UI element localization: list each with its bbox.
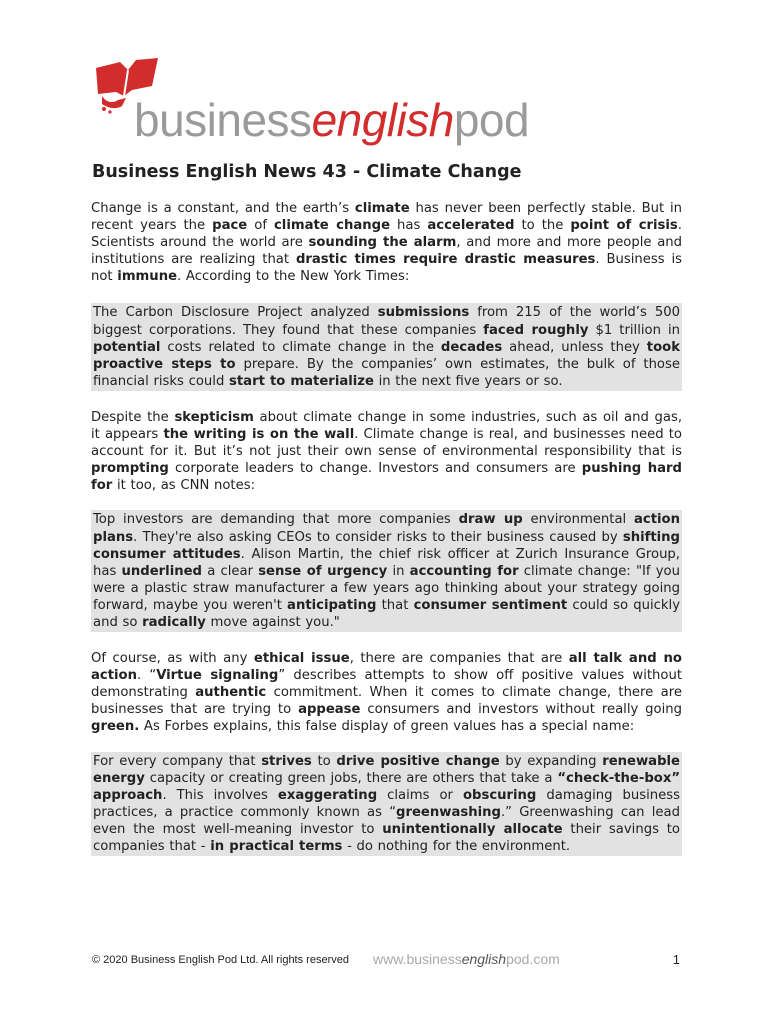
quote-new-york-times: The Carbon Disclosure Project analyzed submissions from 215 of the world’s 500 biggest corporations. They found that these companies faced roughly $1 trillion in potential costs related to climate change in the decades ahead, unless they took proactive steps to prepare. By the companies’ own estimates, the bulk of those financial risks could start to materialize in the next five years or so. [91, 303, 682, 390]
paragraph-skepticism: Despite the skepticism about climate change in some industries, such as oil and gas, it appears the writing is on the wall. Climate change is real, and businesses need to account for it. But it’s not just their own sense of environmental responsibility that is prompting corporate leaders to change. Investors and consumers are pushing hard for it too, as CNN notes: [91, 409, 683, 494]
logo-text-pod: pod [453, 94, 530, 146]
paragraph-virtue-signaling: Of course, as with any ethical issue, there are companies that are all talk and no action. “Virtue signaling” describes attempts to show off positive values without demonstrating authentic commitment. When it comes to climate change, there are businesses that are trying to appease consumers and investors without really going green. As Forbes explains, this false display of green values has a special name: [91, 651, 683, 735]
article-body [91, 200, 682, 856]
brand-logo [92, 56, 530, 146]
quote-forbes: For every company that strives to drive positive change by expanding renewable energy capacity or creating green jobs, there are others that take a “check-the-box” approach. This involves exaggerating claims or obscuring damaging business practices, a practice commonly known as “greenwashing.” Greenwashing can lead even the most well-meaning investor to unintentionally allocate their savings to companies that - in practical terms - do nothing for the environment. [91, 752, 682, 857]
page-footer [92, 952, 683, 972]
paragraph-intro: Change is a constant, and the earth’s climate has never been perfectly stable. But in recent years the pace of climate change has accelerated to the point of crisis. Scientists around the world are sounding the alarm, and more and more people and institutions are realizing that drastic times require drastic measures. Business is not immune. According to the New York Times: [91, 201, 683, 285]
logo-text-business: business [134, 94, 312, 146]
copyright-notice: © 2020 Business English Pod Ltd. All rights reserved [92, 954, 349, 966]
quote-cnn: Top investors are demanding that more companies draw up environmental action plans. They're also asking CEOs to consider risks to their business caused by shifting consumer attitudes. Alison Martin, the chief risk officer at Zurich Insurance Group, has underlined a clear sense of urgency in accounting for climate change: "If you were a plastic straw manufacturer a few years ago thinking about your strategy going forward, maybe you weren't anticipating that consumer sentiment could so quickly and so radically move against you." [91, 510, 682, 632]
logo-text-english: english [311, 94, 454, 146]
page-title: Business English News 43 - Climate Change [92, 162, 522, 182]
website-link[interactable]: www.businessenglishpod.com [373, 951, 560, 967]
logo-wordmark [134, 94, 529, 146]
page-number: 1 [672, 952, 680, 967]
